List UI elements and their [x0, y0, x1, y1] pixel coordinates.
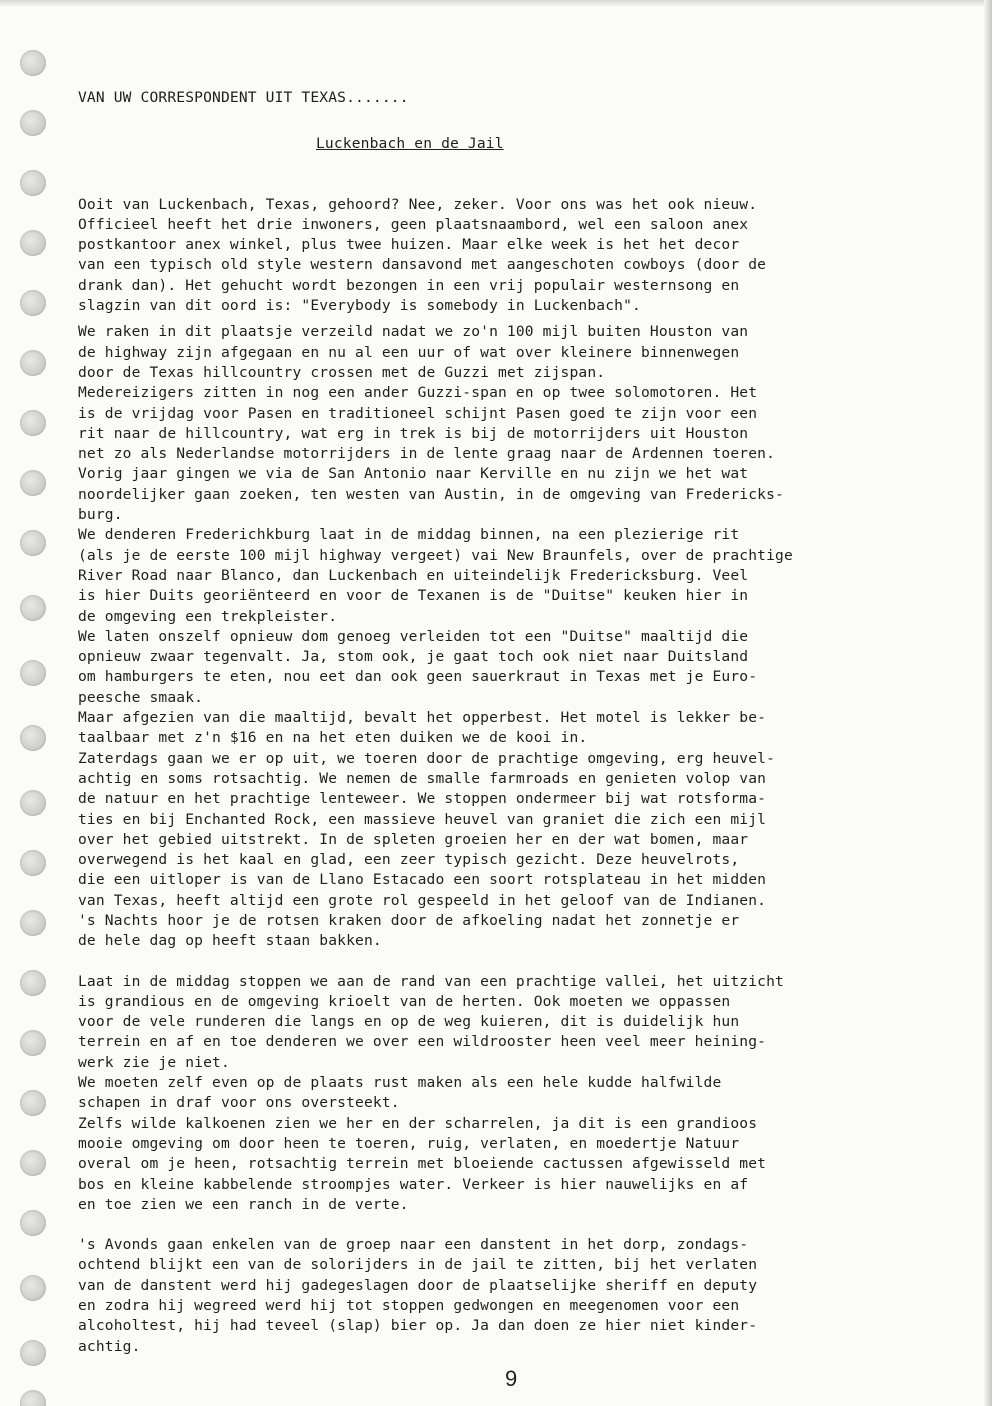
paragraph — [78, 972, 978, 1216]
text-line: We raken in dit plaatsje verzeild nadat we zo'n 100 mijl buiten Houston van — [78, 323, 749, 341]
binder-hole — [20, 1150, 46, 1176]
paragraph — [78, 1235, 978, 1357]
text-line: en toe zien we een ranch in de verte. — [78, 1195, 409, 1213]
page-number: 9 — [505, 1366, 518, 1391]
text-line: van Texas, heeft altijd een grote rol gespeeld in het geloof van de Indianen. — [78, 891, 767, 909]
binder-hole — [20, 1340, 46, 1366]
text-line: is hier Duits georiënteerd en voor de Texanen is de "Duitse" keuken hier in — [78, 587, 749, 605]
binder-hole — [20, 910, 46, 936]
binder-hole — [20, 725, 46, 751]
text-line: We moeten zelf even op de plaats rust maken als een hele kudde halfwilde — [78, 1074, 722, 1092]
binder-hole — [20, 350, 46, 376]
page-right-edge — [984, 0, 992, 1406]
text-line: Medereizigers zitten in nog een ander Guzzi-span en op twee solomotoren. Het — [78, 384, 758, 402]
text-line: om hamburgers te eten, nou eet dan ook geen sauerkraut in Texas met je Euro- — [78, 668, 758, 686]
binder-hole — [20, 595, 46, 621]
text-line: ochtend blijkt een van de solorijders in de jail te zitten, bij het verlaten — [78, 1256, 758, 1274]
text-line: 's Avonds gaan enkelen van de groep naar een danstent in het dorp, zondags- — [78, 1236, 749, 1254]
text-line: mooie omgeving om door heen te toeren, ruig, verlaten, en moedertje Natuur — [78, 1134, 740, 1152]
binder-hole — [20, 470, 46, 496]
paragraph — [78, 195, 978, 317]
text-line: de natuur en het prachtige lenteweer. We stoppen ondermeer bij wat rotsforma- — [78, 790, 767, 808]
text-line: Maar afgezien van die maaltijd, bevalt het opperbest. Het motel is lekker be- — [78, 709, 767, 727]
text-line: drank dan). Het gehucht wordt bezongen in een vrij populair westernsong en — [78, 276, 740, 294]
text-line: alcoholtest, hij had teveel (slap) bier op. Ja dan doen ze hier niet kinder- — [78, 1317, 758, 1335]
text-line: over het gebied uitstrekt. In de spleten groeien her en der wat bomen, maar — [78, 830, 749, 848]
binder-hole — [20, 1030, 46, 1056]
binder-hole — [20, 1090, 46, 1116]
text-line: bos en kleine kabbelende stroompjes water. Verkeer is hier nauwelijks en af — [78, 1175, 749, 1193]
text-line: peesche smaak. — [78, 688, 204, 706]
text-line: Ooit van Luckenbach, Texas, gehoord? Nee, zeker. Voor ons was het ook nieuw. — [78, 195, 758, 213]
text-line: River Road naar Blanco, dan Luckenbach en uiteindelijk Fredericksburg. Veel — [78, 566, 749, 584]
text-line: slagzin van dit oord is: "Everybody is somebody in Luckenbach". — [78, 297, 641, 315]
text-line: burg. — [78, 506, 123, 524]
text-line: de hele dag op heeft staan bakken. — [78, 932, 382, 950]
article-title: Luckenbach en de Jail — [316, 135, 504, 153]
binder-hole — [20, 660, 46, 686]
text-line: opnieuw zwaar tegenvalt. Ja, stom ook, je gaat toch ook niet naar Duitsland — [78, 648, 749, 666]
text-line: noordelijker gaan zoeken, ten westen van Austin, in de omgeving van Fredericks- — [78, 485, 784, 503]
column-header: VAN UW CORRESPONDENT UIT TEXAS....... — [78, 89, 409, 106]
text-line: door de Texas hillcountry crossen met de Guzzi met zijspan. — [78, 363, 606, 381]
article-body — [78, 195, 978, 1357]
text-line: de omgeving een trekpleister. — [78, 607, 338, 625]
text-line: de highway zijn afgegaan en nu al een uur of wat over kleinere binnenwegen — [78, 343, 740, 361]
binder-holes — [20, 50, 50, 1406]
binder-hole — [20, 530, 46, 556]
text-line: 's Nachts hoor je de rotsen kraken door de afkoeling nadat het zonnetje er — [78, 911, 740, 929]
text-line: ties en bij Enchanted Rock, een massieve heuvel van graniet die zich een mijl — [78, 810, 767, 828]
paragraph — [78, 322, 978, 951]
text-line: overwegend is het kaal en glad, een zeer typisch gezicht. Deze heuvelrots, — [78, 851, 740, 869]
binder-hole — [20, 1275, 46, 1301]
text-line: rit naar de hillcountry, wat erg in trek is bij de motorrijders uit Houston — [78, 424, 749, 442]
binder-hole — [20, 1390, 46, 1406]
binder-hole — [20, 110, 46, 136]
text-line: is de vrijdag voor Pasen en traditioneel schijnt Pasen goed te zijn voor een — [78, 404, 758, 422]
text-line: achtig en soms rotsachtig. We nemen de smalle farmroads en genieten volop van — [78, 769, 767, 787]
text-line: postkantoor anex winkel, plus twee huizen. Maar elke week is het het decor — [78, 236, 740, 254]
text-line: schapen in draf voor ons oversteekt. — [78, 1094, 400, 1112]
text-line: We laten onszelf opnieuw dom genoeg verleiden tot een "Duitse" maaltijd die — [78, 627, 749, 645]
page-top-edge — [0, 0, 992, 6]
text-line: Vorig jaar gingen we via de San Antonio naar Kerville en nu zijn we het wat — [78, 465, 749, 483]
text-line: Laat in de middag stoppen we aan de rand van een prachtige vallei, het uitzicht — [78, 972, 784, 990]
article — [78, 88, 978, 1357]
text-line: werk zie je niet. — [78, 1053, 230, 1071]
binder-hole — [20, 50, 46, 76]
binder-hole — [20, 410, 46, 436]
binder-hole — [20, 790, 46, 816]
binder-hole — [20, 230, 46, 256]
binder-hole — [20, 290, 46, 316]
text-line: Officieel heeft het drie inwoners, geen plaatsnaambord, wel een saloon anex — [78, 215, 749, 233]
text-line: van de danstent werd hij gadegeslagen door de plaatselijke sheriff en deputy — [78, 1276, 758, 1294]
text-line: en zodra hij wegreed werd hij tot stoppen gedwongen en meegenomen voor een — [78, 1297, 740, 1315]
text-line: terrein en af en toe denderen we over een wildrooster heen veel meer heining- — [78, 1033, 767, 1051]
text-line: voor de vele runderen die langs en op de weg kuieren, dit is duidelijk hun — [78, 1013, 740, 1031]
text-line: Zelfs wilde kalkoenen zien we her en der scharrelen, ja dit is een grandioos — [78, 1114, 758, 1132]
text-line: net zo als Nederlandse motorrijders in de lente graag naar de Ardennen toeren. — [78, 445, 776, 463]
text-line: (als je de eerste 100 mijl highway vergeet) vai New Braunfels, over de prachtige — [78, 546, 793, 564]
text-line: die een uitloper is van de Llano Estacado een soort rotsplateau in het midden — [78, 871, 767, 889]
text-line: overal om je heen, rotsachtig terrein met bloeiende cactussen afgewisseld met — [78, 1155, 767, 1173]
text-line: Zaterdags gaan we er op uit, we toeren door de prachtige omgeving, erg heuvel- — [78, 749, 776, 767]
binder-hole — [20, 170, 46, 196]
text-line: achtig. — [78, 1337, 141, 1355]
binder-hole — [20, 850, 46, 876]
text-line: van een typisch old style western dansavond met aangeschoten cowboys (door de — [78, 256, 767, 274]
text-line: is grandious en de omgeving krioelt van de herten. Ook moeten we oppassen — [78, 992, 731, 1010]
binder-hole — [20, 1210, 46, 1236]
text-line: taalbaar met z'n $16 en na het eten duiken we de kooi in. — [78, 729, 588, 747]
text-line: We denderen Frederichkburg laat in de middag binnen, na een plezierige rit — [78, 526, 740, 544]
binder-hole — [20, 970, 46, 996]
